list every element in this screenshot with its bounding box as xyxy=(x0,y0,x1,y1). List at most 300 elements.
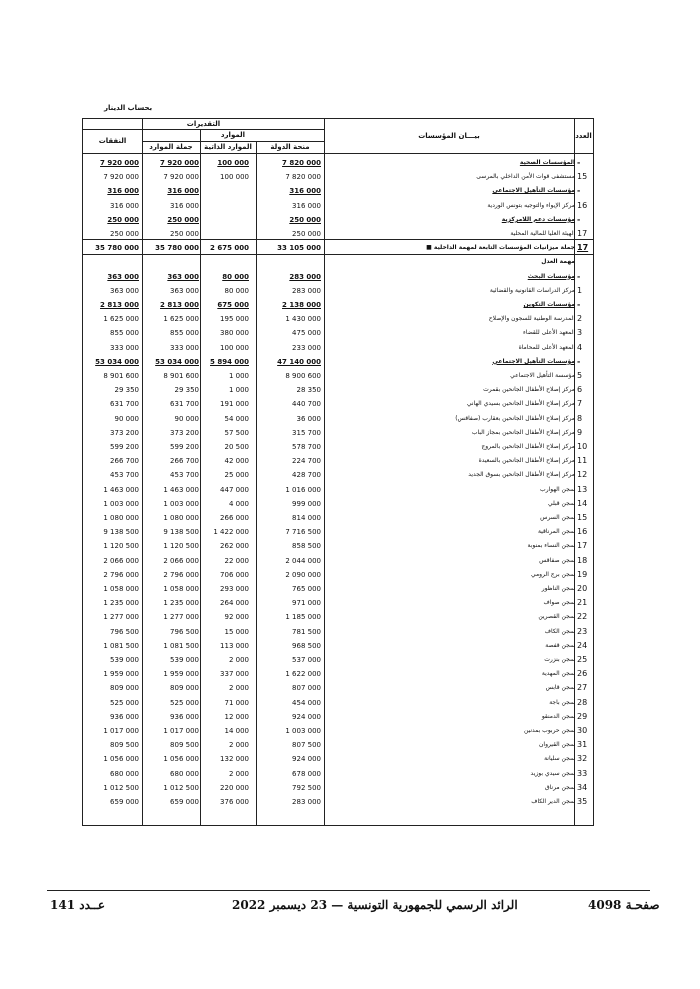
state-grant-cell: 968 500 xyxy=(292,641,321,650)
row-number: 15 xyxy=(577,513,588,522)
institution-label: مؤسسات التأهيل الاجتماعي xyxy=(492,187,575,195)
state-grant-cell: 33 105 000 xyxy=(277,244,321,253)
state-grant-cell: 315 700 xyxy=(292,428,321,437)
state-grant-cell: 7 820 000 xyxy=(285,173,321,182)
expenses-cell: 266 700 xyxy=(110,457,139,466)
total-resources-cell: 1 235 000 xyxy=(163,599,199,608)
total-resources-cell: 363 000 xyxy=(167,272,199,281)
institution-label: سجن مرناق xyxy=(544,783,575,791)
total-resources-cell: 680 000 xyxy=(170,769,199,778)
own-resources-cell: 337 000 xyxy=(220,670,249,679)
expenses-cell: 1 012 500 xyxy=(103,783,139,792)
institution-label: سجن الهوارب xyxy=(540,485,575,493)
total-resources-cell: 453 700 xyxy=(170,471,199,480)
own-resources-cell: 266 000 xyxy=(220,514,249,522)
state-grant-cell: 971 000 xyxy=(292,599,321,608)
table-row xyxy=(83,653,593,667)
state-grant-cell: 765 000 xyxy=(292,585,321,593)
expenses-cell: 316 000 xyxy=(107,187,139,196)
row-number: 9 xyxy=(577,427,583,437)
institution-label: سجن صفاقس xyxy=(539,556,575,564)
row-number: 28 xyxy=(577,697,588,707)
institution-label: مركز إصلاح الأطفال الجانحين بسوق الجديد xyxy=(468,471,575,479)
state-grant-cell: 8 900 600 xyxy=(285,372,321,380)
total-resources-cell: 1 463 000 xyxy=(163,485,199,494)
row-number: 10 xyxy=(577,442,588,451)
institution-label: مركز إصلاح الأطفال الجانحين بقمرت xyxy=(483,386,575,394)
table-row xyxy=(83,767,593,781)
row-number: 21 xyxy=(577,598,588,608)
table-row xyxy=(83,255,593,269)
institution-label: مركز إصلاح الأطفال الجانحين بعقارب (صفاقس) xyxy=(455,414,575,422)
state-grant-cell: 1 430 000 xyxy=(285,315,321,324)
institution-label: سجن الكاف xyxy=(544,627,575,635)
table-row xyxy=(83,610,593,624)
expenses-cell: 53 034 000 xyxy=(95,357,139,366)
institution-label: سجن المهدية xyxy=(541,670,575,678)
expenses-cell: 29 350 xyxy=(114,386,139,395)
own-resources-cell: 92 000 xyxy=(224,613,249,622)
own-resources-cell: 5 894 000 xyxy=(210,357,249,366)
state-grant-cell: 316 000 xyxy=(292,201,321,210)
institution-label: مركز إصلاح الأطفال الجانحين بمجاز الباب xyxy=(471,428,575,436)
state-grant-cell: 7 820 000 xyxy=(282,159,321,167)
institution-label: مؤسسات دعم اللامركزية xyxy=(501,215,575,223)
row-number: 27 xyxy=(577,683,588,693)
institution-label: سجن قبلي xyxy=(547,499,575,507)
state-grant-cell: 2 044 000 xyxy=(285,556,321,565)
table-row xyxy=(83,454,593,468)
expenses-cell: 659 000 xyxy=(110,798,139,806)
row-number: 18 xyxy=(577,555,588,565)
own-resources-cell: 57 500 xyxy=(224,428,249,437)
row-number: 15 xyxy=(577,172,588,182)
state-grant-cell: 678 000 xyxy=(292,769,321,778)
table-row xyxy=(83,752,593,766)
expenses-cell: 1 959 000 xyxy=(103,670,139,679)
own-resources-cell: 2 000 xyxy=(228,769,249,778)
row-number: 31 xyxy=(577,740,588,750)
total-resources-cell: 250 000 xyxy=(170,230,199,238)
row-number: 20 xyxy=(577,584,588,593)
expenses-cell: 8 901 600 xyxy=(103,372,139,380)
institution-label: مركز إصلاح الأطفال الجانحين بالمروج xyxy=(481,443,575,450)
institution-label: مركز الدراسات القانونية والقضائية xyxy=(489,286,575,294)
expenses-cell: 936 000 xyxy=(110,712,139,721)
budget-table xyxy=(82,118,594,826)
table-row xyxy=(83,781,593,795)
own-resources-cell: 2 000 xyxy=(228,741,249,750)
own-resources-cell: 100 000 xyxy=(220,173,249,182)
own-resources-cell: 22 000 xyxy=(224,556,249,565)
institution-label: سجن الدمنقو xyxy=(541,712,575,720)
table-row xyxy=(83,355,593,369)
row-number: - xyxy=(577,271,581,281)
institution-label: مستشفى قوات الأمن الداخلي بالمرسى xyxy=(476,173,575,181)
total-resources-cell: 525 000 xyxy=(170,698,199,707)
table-row xyxy=(83,710,593,724)
table-row xyxy=(83,213,593,227)
total-resources-cell: 1 003 000 xyxy=(163,499,199,508)
total-resources-cell: 855 000 xyxy=(170,329,199,338)
table-row xyxy=(83,582,593,596)
expenses-cell: 453 700 xyxy=(110,471,139,480)
total-resources-cell: 363 000 xyxy=(170,286,199,295)
institution-label: سجن السرس xyxy=(540,514,575,521)
expenses-cell: 1 277 000 xyxy=(103,613,139,622)
row-number: 29 xyxy=(577,711,588,721)
table-row xyxy=(83,795,593,809)
table-row xyxy=(83,326,593,340)
state-grant-cell: 1 622 000 xyxy=(285,670,321,679)
state-grant-cell: 316 000 xyxy=(289,187,321,196)
state-grant-cell: 924 000 xyxy=(292,712,321,721)
own-resources-cell: 2 675 000 xyxy=(210,244,249,253)
total-resources-cell: 1 625 000 xyxy=(163,315,199,324)
row-number: 2 xyxy=(577,314,583,324)
header-own-resources: الموارد الذاتية xyxy=(204,143,252,151)
table-row xyxy=(83,412,593,426)
table-row xyxy=(83,426,593,440)
table-row xyxy=(83,270,593,284)
expenses-cell: 599 200 xyxy=(110,443,139,451)
institution-label: مركز الإيواء والتوجيه بتونس الوردية xyxy=(487,201,575,209)
own-resources-cell: 2 000 xyxy=(228,656,249,664)
state-grant-cell: 250 000 xyxy=(289,215,321,224)
state-grant-cell: 807 500 xyxy=(292,741,321,750)
total-resources-cell: 539 000 xyxy=(170,656,199,664)
table-row xyxy=(83,397,593,411)
table-row xyxy=(83,170,593,184)
table-row xyxy=(83,156,593,170)
state-grant-cell: 428 700 xyxy=(292,471,321,480)
table-row xyxy=(83,525,593,539)
expenses-cell: 680 000 xyxy=(110,769,139,778)
institution-label: الهيئة العليا للمالية المحلية xyxy=(510,230,575,237)
own-resources-cell: 4 000 xyxy=(228,499,249,508)
total-resources-cell: 35 780 000 xyxy=(155,244,199,253)
table-row xyxy=(83,554,593,568)
table-row xyxy=(83,227,593,241)
total-resources-cell: 2 796 000 xyxy=(163,570,199,579)
row-number: 25 xyxy=(577,655,588,664)
total-resources-cell: 631 700 xyxy=(170,400,199,409)
table-row xyxy=(83,625,593,639)
journal-title: الرائد الرسمي للجمهورية التونسية — 23 ديسمبر 2022 xyxy=(232,898,518,912)
own-resources-cell: 220 000 xyxy=(220,783,249,792)
table-row xyxy=(83,468,593,482)
own-resources-cell: 100 000 xyxy=(217,159,249,167)
state-grant-cell: 781 500 xyxy=(292,627,321,636)
institution-label: سجن القصرين xyxy=(538,613,575,621)
institution-label: مركز إصلاح الأطفال الجانحين بسيدي الهاني xyxy=(466,400,575,408)
state-grant-cell: 7 716 500 xyxy=(285,528,321,537)
expenses-cell: 7 920 000 xyxy=(103,173,139,182)
expenses-cell: 2 796 000 xyxy=(103,570,139,579)
table-row xyxy=(83,312,593,326)
institution-label: مؤسسات التأهيل الاجتماعي xyxy=(492,357,575,365)
total-resources-cell: 316 000 xyxy=(167,187,199,196)
own-resources-cell: 15 000 xyxy=(224,627,249,636)
header-resources: الموارد xyxy=(220,131,246,139)
row-number: 33 xyxy=(577,768,588,778)
expenses-cell: 1 003 000 xyxy=(103,499,139,508)
table-row xyxy=(83,440,593,454)
own-resources-cell: 380 000 xyxy=(220,329,249,338)
expenses-cell: 855 000 xyxy=(110,329,139,338)
total-resources-cell: 29 350 xyxy=(174,386,199,395)
page-number: صفحـة 4098 xyxy=(588,898,660,912)
institution-label: مهمة العدل xyxy=(541,258,575,266)
institution-label: سجن حربوب بمدنين xyxy=(523,727,575,734)
row-number: 32 xyxy=(577,754,588,764)
expenses-cell: 1 625 000 xyxy=(103,315,139,324)
state-grant-cell: 28 350 xyxy=(296,386,321,395)
expenses-cell xyxy=(85,255,139,269)
total-resources-cell: 936 000 xyxy=(170,712,199,721)
issue-number: عــدد 141 xyxy=(50,898,106,912)
expenses-cell: 1 080 000 xyxy=(103,514,139,522)
table-row xyxy=(83,724,593,738)
table-row xyxy=(83,284,593,298)
own-resources-cell: 447 000 xyxy=(220,485,249,494)
own-resources-cell: 2 000 xyxy=(228,684,249,693)
own-resources-cell xyxy=(203,227,249,241)
institution-label: سجن الناظور xyxy=(541,585,575,592)
own-resources-cell: 71 000 xyxy=(224,698,249,707)
state-grant-cell: 1 016 000 xyxy=(285,485,321,494)
expenses-cell: 796 500 xyxy=(110,627,139,636)
state-grant-cell: 858 500 xyxy=(292,542,321,551)
institution-label: سجن الدير الكاف xyxy=(531,798,575,805)
state-grant-cell: 454 000 xyxy=(292,698,321,707)
row-number: 30 xyxy=(577,726,588,735)
footer-rule xyxy=(47,890,650,891)
row-number: 34 xyxy=(577,782,588,792)
own-resources-cell: 25 000 xyxy=(224,471,249,480)
expenses-cell: 809 500 xyxy=(110,741,139,750)
expenses-cell: 2 813 000 xyxy=(100,301,139,309)
total-resources-cell: 7 920 000 xyxy=(163,173,199,182)
state-grant-cell: 537 000 xyxy=(292,656,321,664)
table-row xyxy=(83,184,593,198)
total-resources-cell: 1 081 500 xyxy=(163,641,199,650)
own-resources-cell: 293 000 xyxy=(220,585,249,593)
total-resources-cell: 2 813 000 xyxy=(160,301,199,309)
row-number: 23 xyxy=(577,626,588,636)
row-number: 4 xyxy=(577,342,583,352)
expenses-cell: 1 235 000 xyxy=(103,599,139,608)
table-row xyxy=(83,298,593,312)
institution-label: سجن سيدي بوزيد xyxy=(530,769,575,777)
own-resources-cell xyxy=(203,255,249,269)
institution-label: سجن النساء بمنوبة xyxy=(527,542,575,550)
expenses-cell: 363 000 xyxy=(107,272,139,281)
total-resources-cell: 250 000 xyxy=(167,215,199,224)
expenses-cell: 1 017 000 xyxy=(103,727,139,735)
row-number: - xyxy=(577,214,581,224)
institution-label: المعهد الأعلى للمحاماة xyxy=(518,343,575,351)
total-resources-cell: 599 200 xyxy=(170,443,199,451)
table-row xyxy=(83,596,593,610)
state-grant-cell: 1 003 000 xyxy=(285,727,321,735)
row-number: 19 xyxy=(577,569,588,579)
row-number: 7 xyxy=(577,399,583,409)
total-resources-cell: 1 017 000 xyxy=(163,727,199,735)
row-number: 12 xyxy=(577,470,588,480)
institution-label: مركز إصلاح الأطفال الجانحين بالسعيدة xyxy=(478,457,575,465)
row-number: 22 xyxy=(577,612,588,622)
expenses-cell: 1 120 500 xyxy=(103,542,139,551)
total-resources-cell: 1 012 500 xyxy=(163,783,199,792)
header-institutions: بيـــان المؤسسات xyxy=(418,132,480,140)
total-resources-cell: 1 056 000 xyxy=(163,755,199,764)
row-number: 6 xyxy=(577,385,583,395)
own-resources-cell: 706 000 xyxy=(220,570,249,579)
expenses-cell: 1 056 000 xyxy=(103,755,139,764)
own-resources-cell: 1 422 000 xyxy=(213,528,249,537)
row-number: 16 xyxy=(577,200,588,210)
own-resources-cell: 262 000 xyxy=(220,542,249,551)
header-estimates: التقديرات xyxy=(186,120,221,128)
expenses-cell: 1 463 000 xyxy=(103,485,139,494)
header-number: العدد xyxy=(575,132,592,140)
row-number xyxy=(577,255,593,269)
table-row xyxy=(83,639,593,653)
own-resources-cell: 12 000 xyxy=(224,712,249,721)
expenses-cell: 2 066 000 xyxy=(103,556,139,565)
total-resources-cell: 9 138 500 xyxy=(163,528,199,537)
row-number: 8 xyxy=(577,413,583,423)
header-rule xyxy=(83,153,593,154)
own-resources-cell xyxy=(203,213,249,227)
institution-label: سجن القيروان xyxy=(539,741,575,749)
total-resources-cell: 1 080 000 xyxy=(163,514,199,522)
own-resources-cell: 20 500 xyxy=(224,443,249,451)
institution-label: سجن قفصة xyxy=(545,641,575,649)
state-grant-cell: 814 000 xyxy=(292,514,321,522)
total-resources-cell: 1 120 500 xyxy=(163,542,199,551)
total-resources-cell: 659 000 xyxy=(170,798,199,806)
total-resources-cell: 316 000 xyxy=(170,201,199,210)
institution-label: مؤسسة التأهيل الاجتماعي xyxy=(510,372,575,379)
total-resources-cell: 809 000 xyxy=(170,684,199,693)
own-resources-cell: 376 000 xyxy=(220,798,249,806)
total-resources-cell: 53 034 000 xyxy=(155,357,199,366)
header-total-resources: جملة الموارد xyxy=(149,143,193,151)
institution-label: المدرسة الوطنية للسجون والإصلاح xyxy=(488,315,575,323)
row-number: 26 xyxy=(577,669,588,679)
own-resources-cell: 42 000 xyxy=(224,457,249,466)
expenses-cell: 809 000 xyxy=(110,684,139,693)
own-resources-cell: 132 000 xyxy=(220,755,249,764)
total-resources-cell: 8 901 600 xyxy=(163,372,199,380)
expenses-cell: 631 700 xyxy=(110,400,139,409)
expenses-cell: 7 920 000 xyxy=(100,159,139,167)
table-row xyxy=(83,483,593,497)
state-grant-cell: 2 090 000 xyxy=(285,570,321,579)
own-resources-cell: 80 000 xyxy=(222,272,249,281)
currency-unit-label: بحساب الدينار xyxy=(104,104,153,112)
total-resources-cell: 7 920 000 xyxy=(160,159,199,167)
state-grant-cell: 283 000 xyxy=(292,286,321,295)
row-number: 17 xyxy=(577,229,588,238)
row-number: 14 xyxy=(577,498,588,508)
row-number: - xyxy=(577,186,581,196)
total-resources-cell: 796 500 xyxy=(170,627,199,636)
total-resources-cell: 2 066 000 xyxy=(163,556,199,565)
header-expenses: النفقات xyxy=(98,137,127,145)
expenses-cell: 9 138 500 xyxy=(103,528,139,537)
own-resources-cell: 1 000 xyxy=(228,386,249,395)
own-resources-cell: 191 000 xyxy=(220,400,249,409)
expenses-cell: 250 000 xyxy=(110,230,139,238)
institution-label: مؤسسات البحث xyxy=(527,272,575,280)
expenses-cell: 525 000 xyxy=(110,698,139,707)
row-number: 17 xyxy=(577,541,588,551)
institution-label: المؤسسات الصحية xyxy=(519,159,575,166)
table-row xyxy=(83,511,593,525)
row-number: - xyxy=(577,356,581,366)
institution-label: مؤسسات التكوين xyxy=(523,301,575,308)
row-number: 5 xyxy=(577,371,583,380)
expenses-cell: 333 000 xyxy=(110,343,139,352)
institution-label: سجن المرناقية xyxy=(537,528,575,536)
state-grant-cell xyxy=(259,255,321,269)
table-row xyxy=(83,199,593,213)
institution-label: المعهد الأعلى للقضاء xyxy=(523,329,575,337)
total-resources-cell: 266 700 xyxy=(170,457,199,466)
state-grant-cell: 475 000 xyxy=(292,329,321,338)
institution-label: سجن صواف xyxy=(543,599,575,607)
table-row xyxy=(83,497,593,511)
own-resources-cell: 54 000 xyxy=(224,414,249,423)
row-number: - xyxy=(577,158,581,167)
expenses-cell: 539 000 xyxy=(110,656,139,664)
state-grant-cell: 924 000 xyxy=(292,755,321,764)
total-resources-cell: 333 000 xyxy=(170,343,199,352)
header-state-grant: منحة الدولة xyxy=(270,143,310,151)
institution-label: سجن سليانة xyxy=(544,755,575,763)
own-resources-cell: 14 000 xyxy=(224,727,249,735)
state-grant-cell: 233 000 xyxy=(292,343,321,352)
state-grant-cell: 578 700 xyxy=(292,443,321,451)
state-grant-cell: 36 000 xyxy=(296,414,321,423)
own-resources-cell: 100 000 xyxy=(220,343,249,352)
row-number: 1 xyxy=(577,285,583,295)
expenses-cell: 363 000 xyxy=(110,286,139,295)
state-grant-cell: 999 000 xyxy=(292,499,321,508)
institution-label: سجن برج الرومي xyxy=(530,570,575,578)
institution-label: جملة ميزانيات المؤسسات التابعة لمهمة الداخلية ■ xyxy=(426,244,575,252)
own-resources-cell: 80 000 xyxy=(224,286,249,295)
own-resources-cell: 195 000 xyxy=(220,315,249,324)
total-resources-cell xyxy=(145,255,199,269)
total-resources-cell: 1 959 000 xyxy=(163,670,199,679)
expenses-cell: 35 780 000 xyxy=(95,244,139,253)
own-resources-cell xyxy=(203,184,249,198)
table-row xyxy=(83,667,593,681)
expenses-cell: 250 000 xyxy=(107,215,139,224)
row-number: 17 xyxy=(577,243,589,253)
total-resources-cell: 1 277 000 xyxy=(163,613,199,622)
total-resources-cell: 1 058 000 xyxy=(163,585,199,593)
table-row xyxy=(83,568,593,582)
table-row xyxy=(83,341,593,355)
row-number: 35 xyxy=(577,797,588,806)
state-grant-cell: 440 700 xyxy=(292,400,321,409)
institution-label: سجن قابس xyxy=(545,684,575,692)
